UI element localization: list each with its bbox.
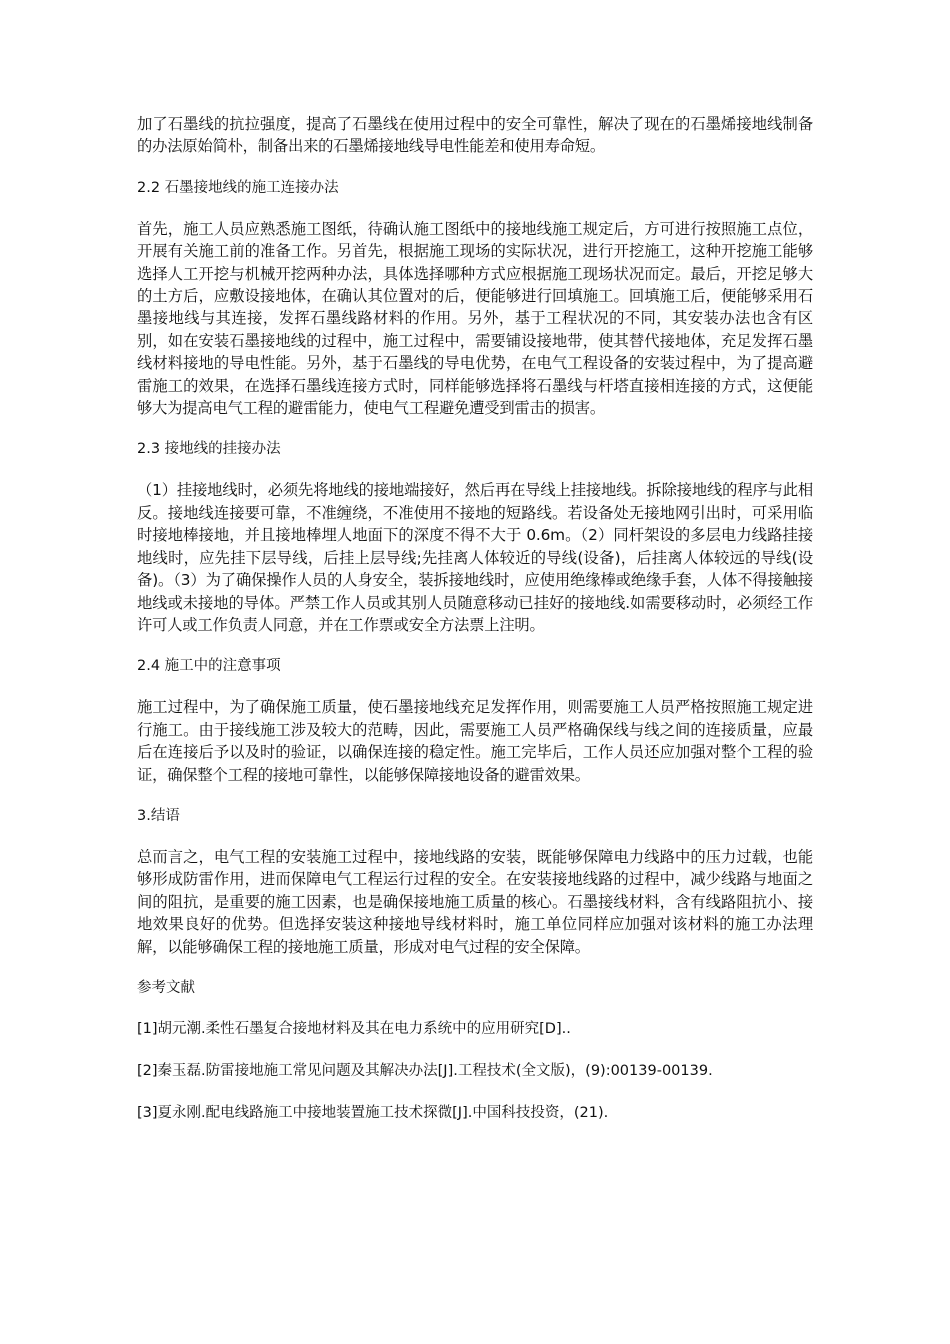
section-2-2-paragraph: 首先，施工人员应熟悉施工图纸，待确认施工图纸中的接地线施工规定后，方可进行按照施工点位，开展有关施工前的准备工作。另首先，根据施工现场的实际状况，进行开挖施工，这种开挖施工能够选择人工开挖与机械开挖两种办法，具体选择哪种方式应根据施工现场状况而定。最后，开挖足够大的土方后，应敷设接地体，在确认其位置对的后，便能够进行回填施工。回填施工后，便能够采用石墨接地线与其连接，发挥石墨线路材料的作用。另外，基于工程状况的不同，其安装办法也含有区别，如在安装石墨接地线的过程中，施工过程中，需要铺设接地带，使其替代接地体，充足发挥石墨线材料接地的导电性能。另外，基于石墨线的导电优势，在电气工程设备的安装过程中，为了提高避雷施工的效果，在选择石墨线连接方式时，同样能够选择将石墨线与杆塔直接相连接的方式，这便能够大为提高电气工程的避雷能力，使电气工程避免遭受到雷击的损害。 — [137, 219, 813, 418]
section-heading-3: 3.结语 — [137, 807, 180, 824]
conclusion-paragraph: 总而言之，电气工程的安装施工过程中，接地线路的安装，既能够保障电力线路中的压力过载，也能够形成防雷作用，进而保障电气工程运行过程的安全。在安装接地线路的过程中，减少线路与地面之间的阻抗，是重要的施工因素，也是确保接地施工质量的核心。石墨接线材料，含有线路阻抗小、接地效果良好的优势。但选择安装这种接地导线材料时，施工单位同样应加强对该材料的施工办法理解，以能够确保工程的接地施工质量，形成对电气过程的安全保障。 — [137, 847, 813, 956]
references-heading: 参考文献 — [137, 979, 195, 996]
section-2-3-paragraph: （1）挂接地线时，必须先将地线的接地端接好，然后再在导线上挂接地线。拆除接地线的程序与此相反。接地线连接要可靠，不准缠绕，不准使用不接地的短路线。若设备处无接地网引出时，可采用临时接地棒接地，并且接地棒埋人地面下的深度不得不大于 0.6m。（2）同杆架设的多层电力线路挂接地线时，应先挂下层导线，后挂上层导线;先挂离人体较近的导线(设备)，后挂离人体较远的导线(设备)。（3）为了确保操作人员的人身安全，装拆接地线时，应使用绝缘棒或绝缘手套，人体不得接触接地线或未接地的导体。严禁工作人员或其别人员随意移动已挂好的接地线.如需要移动时，必须经工作许可人或工作负责人同意，并在工作票或安全方法票上注明。 — [137, 481, 813, 634]
section-heading-2-2: 2.2 石墨接地线的施工连接办法 — [137, 179, 339, 196]
intro-paragraph: 加了石墨线的抗拉强度，提高了石墨线在使用过程中的安全可靠性，解决了现在的石墨烯接地线制备的办法原始简朴，制备出来的石墨烯接地线导电性能差和使用寿命短。 — [137, 115, 813, 156]
reference-item: [2]秦玉磊.防雷接地施工常见问题及其解决办法[J].工程技术(全文版)，(9):00139-00139. — [137, 1062, 713, 1079]
document-body — [137, 113, 813, 1144]
reference-item: [3]夏永刚.配电线路施工中接地装置施工技术探微[J].中国科技投资，(21). — [137, 1104, 609, 1121]
section-heading-2-3: 2.3 接地线的挂接办法 — [137, 441, 281, 458]
section-heading-2-4: 2.4 施工中的注意事项 — [137, 658, 281, 675]
reference-item: [1]胡元潮.柔性石墨复合接地材料及其在电力系统中的应用研究[D].. — [137, 1020, 571, 1037]
section-2-4-paragraph: 施工过程中，为了确保施工质量，使石墨接地线充足发挥作用，则需要施工人员严格按照施工规定进行施工。由于接线施工涉及较大的范畴，因此，需要施工人员严格确保线与线之间的连接质量，应最后在连接后予以及时的验证，以确保连接的稳定性。施工完毕后，工作人员还应加强对整个工程的验证，确保整个工程的接地可靠性，以能够保障接地设备的避雷效果。 — [137, 698, 813, 784]
